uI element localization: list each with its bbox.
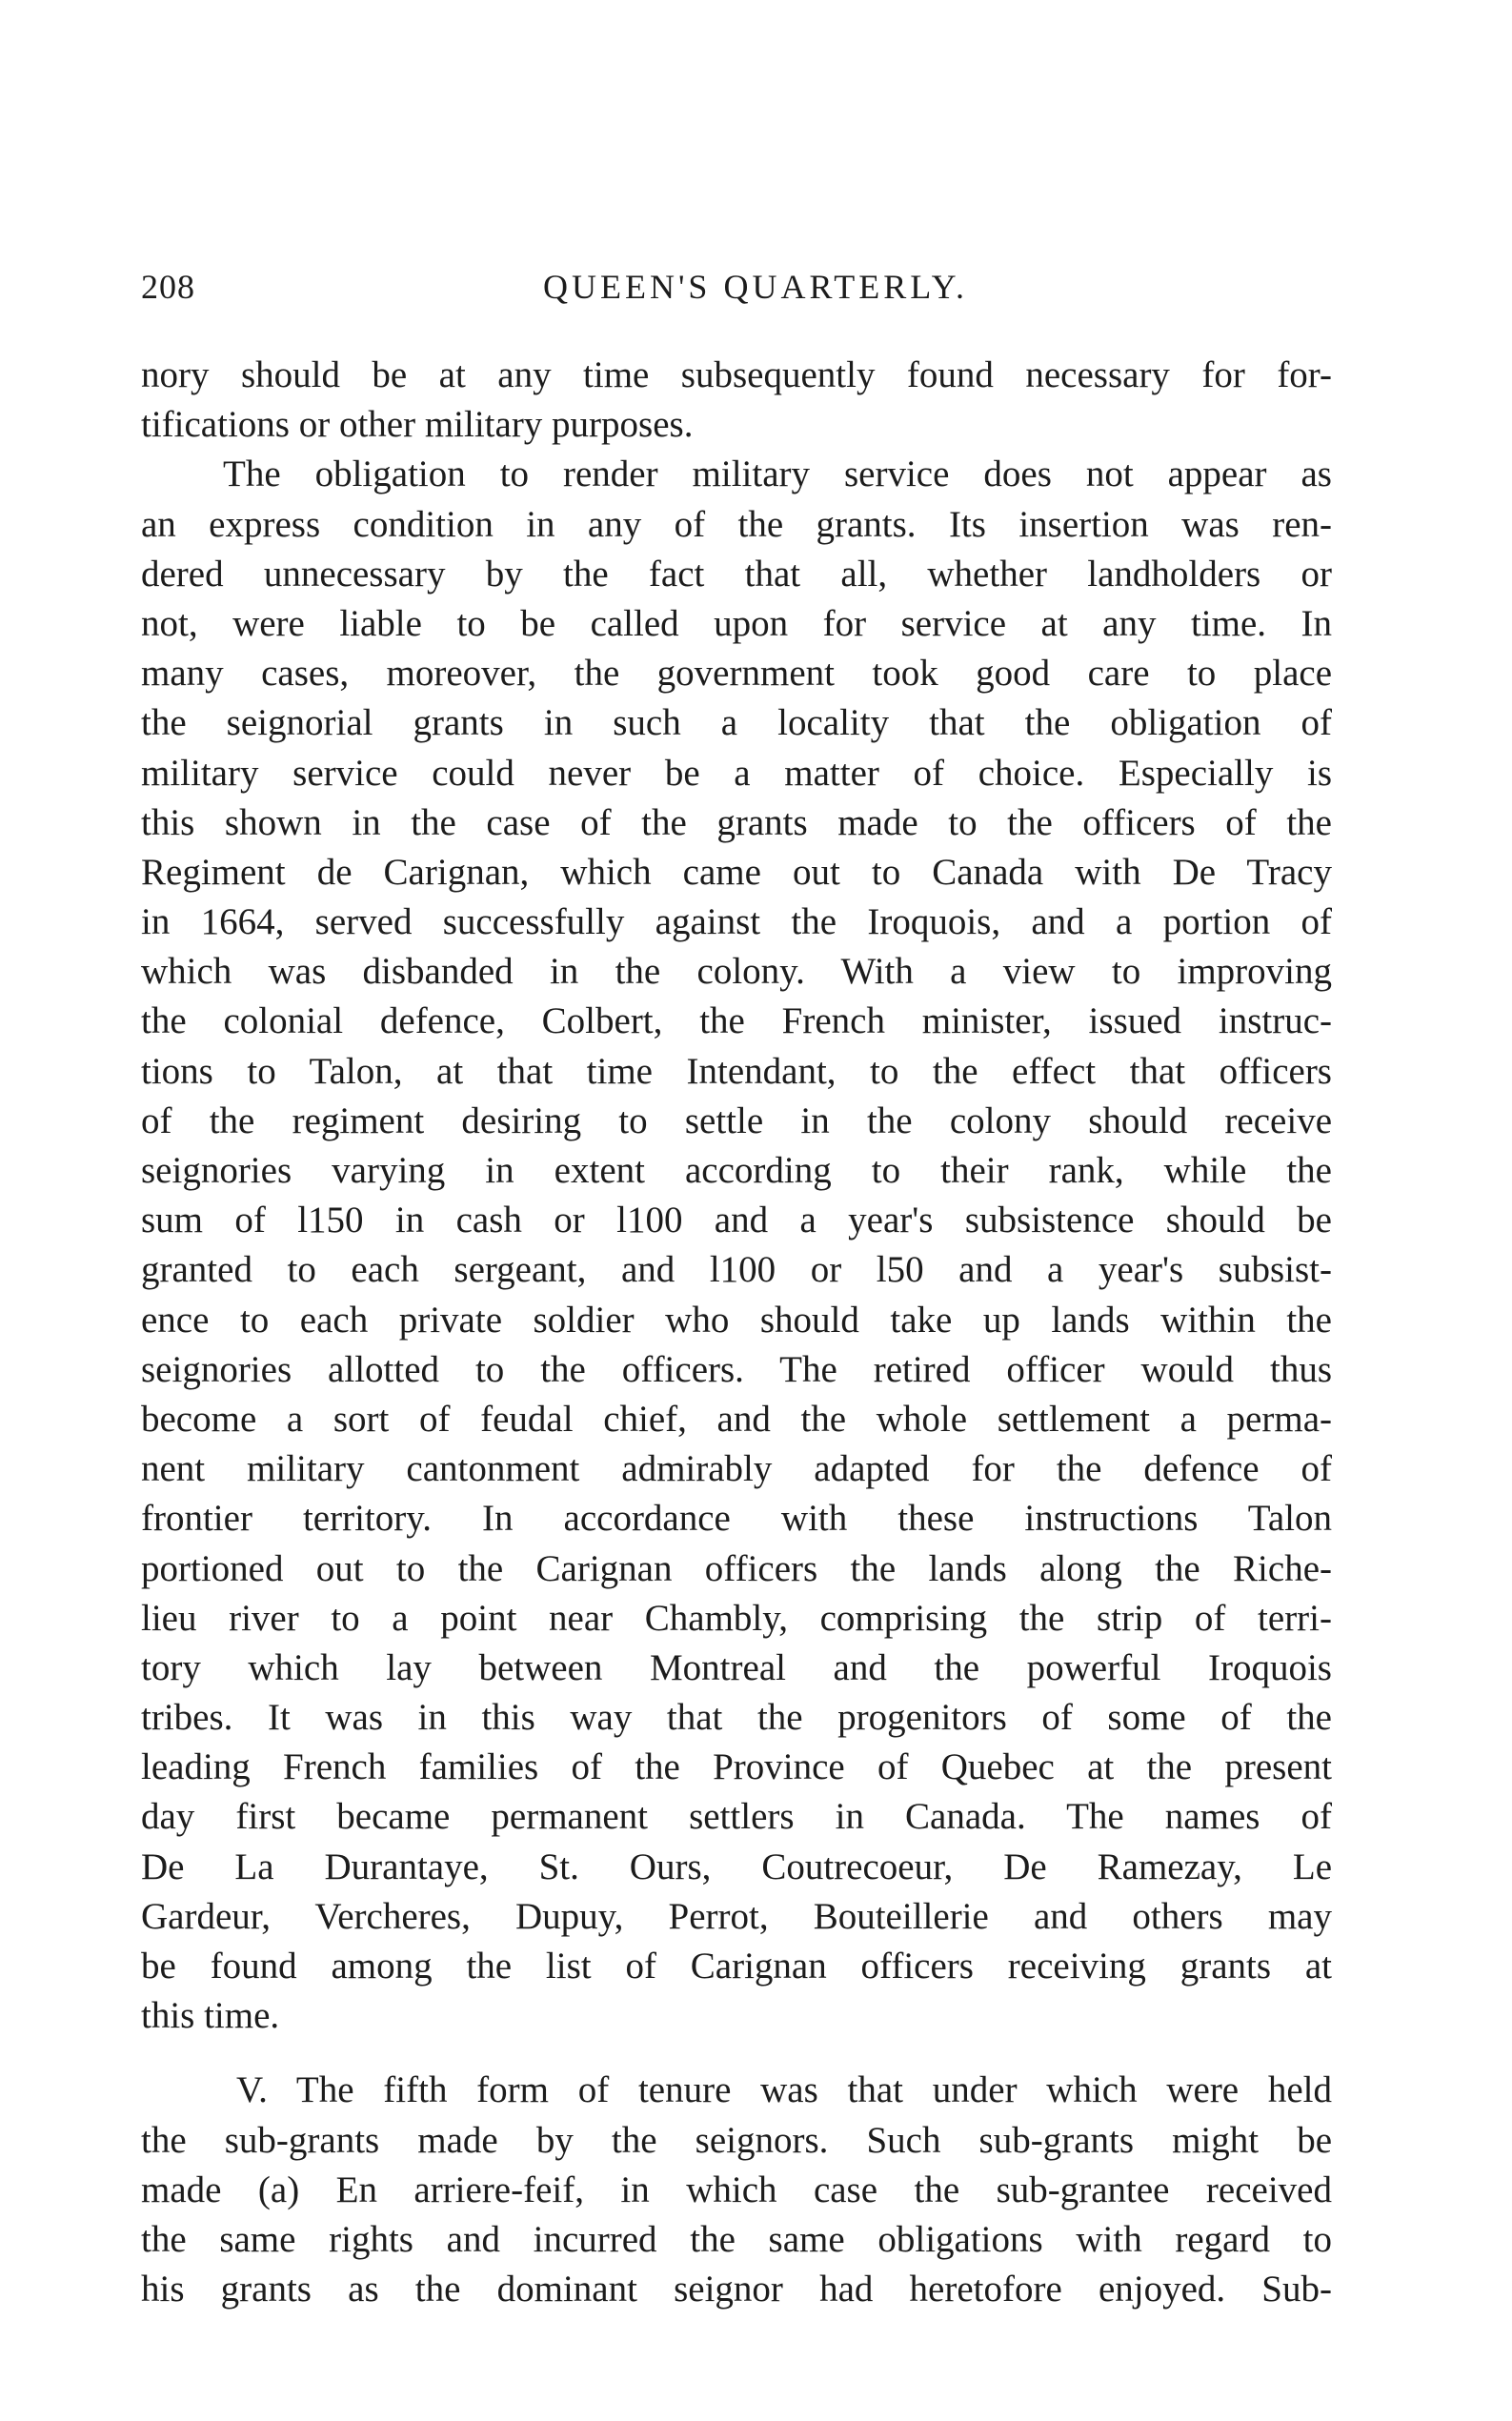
text-line: his grants as the dominant seignor had heretofore enjoyed. Sub- bbox=[141, 2269, 1332, 2310]
text-line: in 1664, served successfully against the Iroquois, and a portion of bbox=[141, 901, 1332, 943]
text-line: an express condition in any of the grants. Its insertion was ren- bbox=[141, 503, 1332, 545]
text-line: ence to each private soldier who should take up lands within the bbox=[141, 1299, 1332, 1341]
text-line: military service could never be a matter of choice. Especially is bbox=[141, 752, 1332, 794]
text-line: tifications or other military purposes. bbox=[141, 404, 694, 446]
text-line: this shown in the case of the grants made to the officers of the bbox=[141, 801, 1332, 843]
paragraph bbox=[141, 450, 1332, 2041]
running-head: QUEEN'S QUARTERLY. bbox=[542, 268, 969, 306]
text-line: be found among the list of Carignan officers receiving grants at bbox=[141, 1946, 1332, 1987]
paragraph-gap bbox=[141, 2041, 1332, 2066]
page-number: 208 bbox=[141, 268, 195, 306]
text-line: the same rights and incurred the same obligations with regard to bbox=[141, 2218, 1332, 2260]
text-line: tory which lay between Montreal and the powerful Iroquois bbox=[141, 1646, 1332, 1688]
text-line: The obligation to render military service does not appear as bbox=[223, 454, 1332, 495]
text-line: this time. bbox=[141, 1995, 280, 2037]
text-line: granted to each sergeant, and l100 or l50 and a year's subsist- bbox=[141, 1249, 1332, 1291]
page-header bbox=[141, 267, 1332, 313]
text-line: made (a) En arriere-feif, in which case the sub-grantee received bbox=[141, 2169, 1332, 2210]
text-line: portioned out to the Carignan officers the lands along the Riche- bbox=[141, 1547, 1332, 1589]
paragraph bbox=[141, 2066, 1332, 2314]
text-line: tribes. It was in this way that the progenitors of some of the bbox=[141, 1697, 1332, 1739]
text-line: seignories varying in extent according to their rank, while the bbox=[141, 1150, 1332, 1191]
text-line: become a sort of feudal chief, and the whole settlement a perma- bbox=[141, 1398, 1332, 1440]
text-line: the seignorial grants in such a locality that the obligation of bbox=[141, 702, 1332, 744]
text-line: the sub-grants made by the seignors. Such sub-grants might be bbox=[141, 2119, 1332, 2161]
text-line: dered unnecessary by the fact that all, whether landholders or bbox=[141, 553, 1332, 595]
text-line: lieu river to a point near Chambly, comprising the strip of terri- bbox=[141, 1597, 1332, 1639]
text-line: day first became permanent settlers in Canada. The names of bbox=[141, 1796, 1332, 1838]
text-line: not, were liable to be called upon for service at any time. In bbox=[141, 602, 1332, 644]
text-line: nory should be at any time subsequently found necessary for for- bbox=[141, 354, 1332, 395]
paragraph bbox=[141, 351, 1332, 450]
text-line: of the regiment desiring to settle in the colony should receive bbox=[141, 1100, 1332, 1141]
text-line: Regiment de Carignan, which came out to Canada with De Tracy bbox=[141, 851, 1332, 893]
text-line: many cases, moreover, the government took good care to place bbox=[141, 653, 1332, 695]
text-line: sum of l150 in cash or l100 and a year's subsistence should be bbox=[141, 1200, 1332, 1241]
text-line: nent military cantonment admirably adapted for the defence of bbox=[141, 1448, 1332, 1490]
body-text bbox=[141, 351, 1332, 2314]
text-line: leading French families of the Province of Quebec at the present bbox=[141, 1746, 1332, 1788]
text-line: which was disbanded in the colony. With a view to improving bbox=[141, 951, 1332, 993]
text-line: tions to Talon, at that time Intendant, to the effect that officers bbox=[141, 1050, 1332, 1092]
text-line: V. The fifth form of tenure was that under which were held bbox=[236, 2069, 1332, 2111]
text-line: De La Durantaye, St. Ours, Coutrecoeur, De Ramezay, Le bbox=[141, 1846, 1332, 1887]
text-line: seignories allotted to the officers. The retired officer would thus bbox=[141, 1348, 1332, 1390]
text-line: the colonial defence, Colbert, the French minister, issued instruc- bbox=[141, 1000, 1332, 1042]
text-line: Gardeur, Vercheres, Dupuy, Perrot, Bouteillerie and others may bbox=[141, 1895, 1332, 1937]
text-line: frontier territory. In accordance with these instructions Talon bbox=[141, 1498, 1332, 1540]
